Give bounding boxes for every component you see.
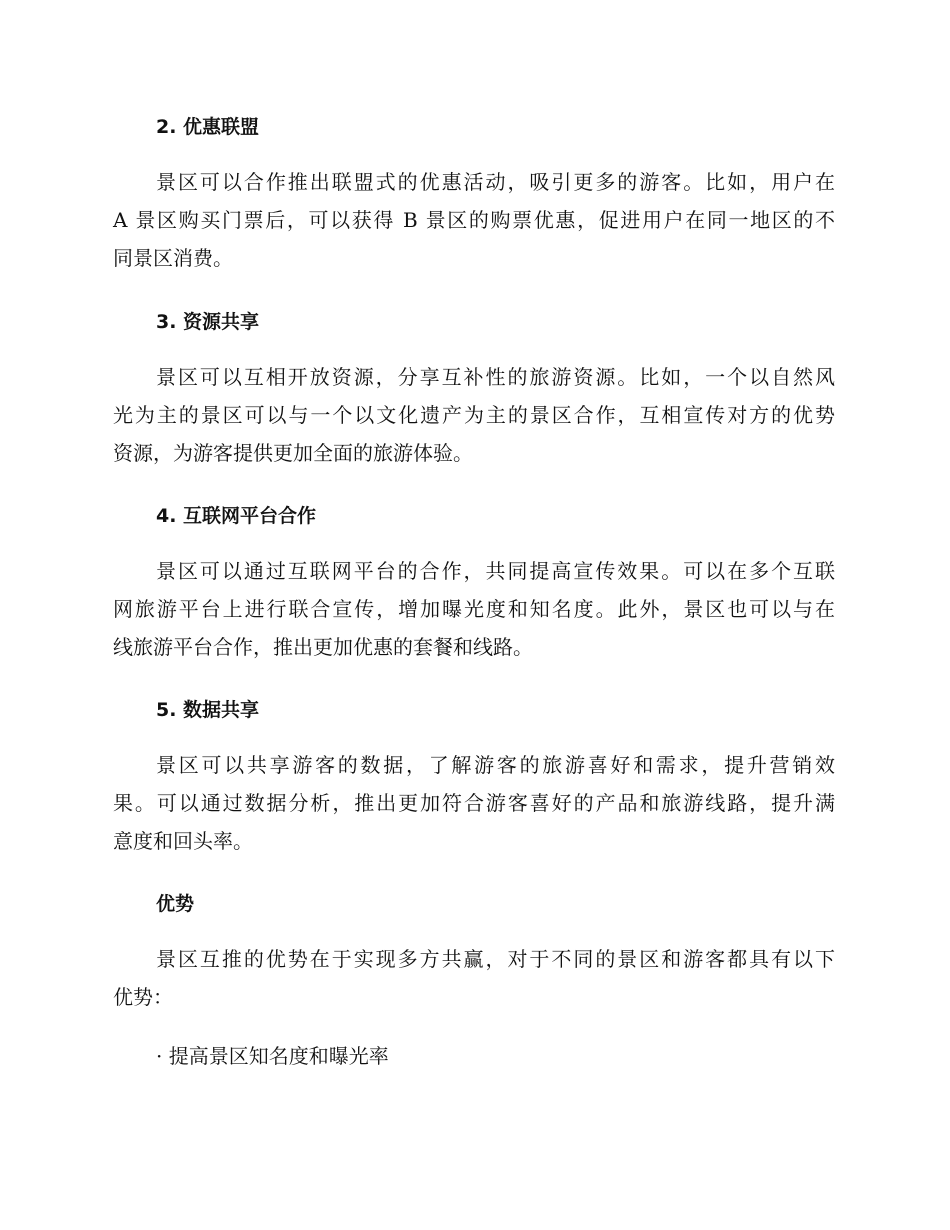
section-heading-5: 5. 数据共享 bbox=[156, 699, 260, 721]
paragraph-line: 网旅游平台上进行联合宣传，增加曝光度和知名度。此外，景区也可以与在 bbox=[113, 597, 835, 621]
section-body-5 bbox=[113, 746, 835, 860]
paragraph-line: 优势： bbox=[113, 985, 173, 1009]
section-body-3 bbox=[113, 358, 835, 472]
paragraph-line: 线旅游平台合作，推出更加优惠的套餐和线路。 bbox=[113, 635, 533, 659]
paragraph-line: 景区可以共享游客的数据，了解游客的旅游喜好和需求，提升营销效 bbox=[156, 753, 835, 777]
section-body-4 bbox=[113, 552, 835, 666]
paragraph-line: 景区可以互相开放资源，分享互补性的旅游资源。比如，一个以自然风 bbox=[156, 365, 835, 389]
bullet-item: · 提高景区知名度和曝光率 bbox=[156, 1044, 389, 1068]
section-heading-3: 3. 资源共享 bbox=[156, 311, 260, 333]
paragraph-line: 景区可以合作推出联盟式的优惠活动，吸引更多的游客。比如，用户在 bbox=[156, 170, 835, 194]
paragraph-line: 景区可以通过互联网平台的合作，共同提高宣传效果。可以在多个互联 bbox=[156, 559, 835, 583]
paragraph-line: 景区互推的优势在于实现多方共赢，对于不同的景区和游客都具有以下 bbox=[156, 947, 835, 971]
section-heading-2: 2. 优惠联盟 bbox=[156, 116, 260, 138]
paragraph-line: 果。可以通过数据分析，推出更加符合游客喜好的产品和旅游线路，提升满 bbox=[113, 791, 835, 815]
paragraph-line: 意度和回头率。 bbox=[113, 829, 253, 853]
paragraph-line: 同景区消费。 bbox=[113, 246, 233, 270]
paragraph-line: A 景区购买门票后，可以获得 B 景区的购票优惠，促进用户在同一地区的不 bbox=[113, 208, 835, 232]
paragraph-line: 光为主的景区可以与一个以文化遗产为主的景区合作，互相宣传对方的优势 bbox=[113, 403, 835, 427]
section-body-2 bbox=[113, 163, 835, 277]
section-heading-4: 4. 互联网平台合作 bbox=[156, 505, 317, 527]
section-body-advantages bbox=[113, 940, 835, 1016]
section-heading-advantages: 优势 bbox=[156, 893, 195, 915]
paragraph-line: 资源，为游客提供更加全面的旅游体验。 bbox=[113, 441, 473, 465]
